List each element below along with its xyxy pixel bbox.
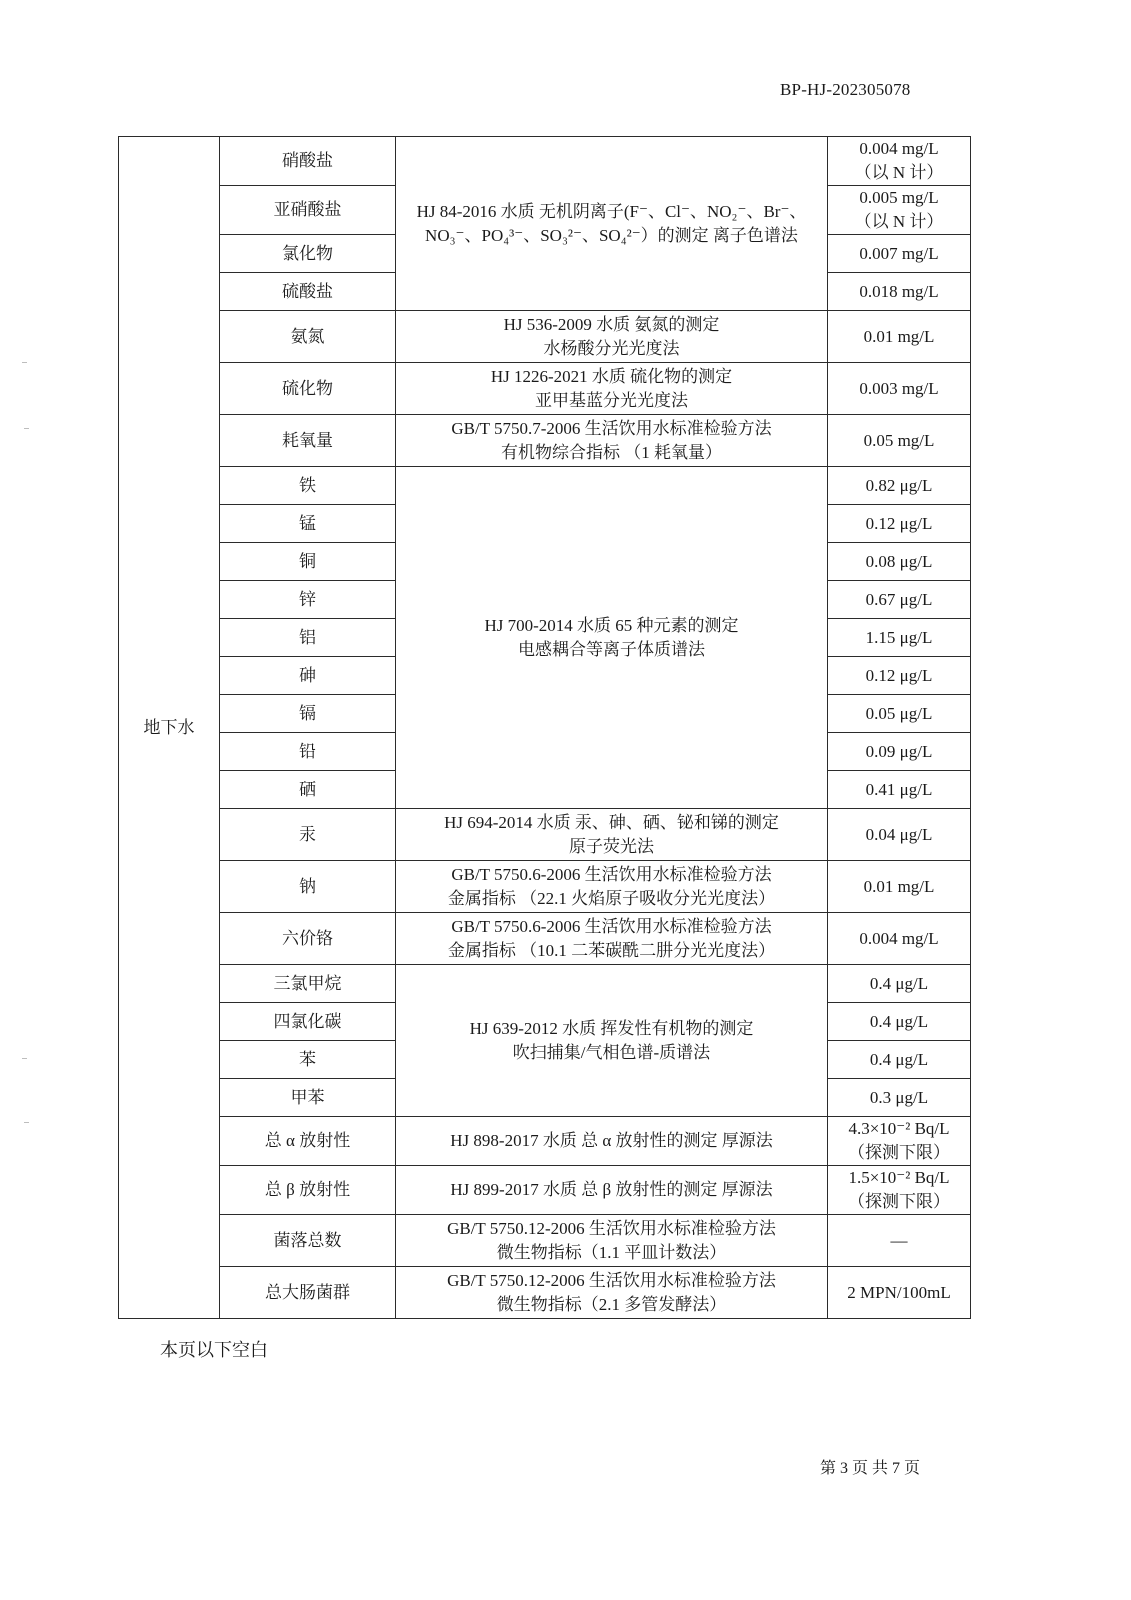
table-row bbox=[119, 1166, 971, 1215]
method-line: NO₃⁻、PO₄³⁻、SO₃²⁻、SO₄²⁻）的测定 离子色谱法 bbox=[425, 225, 798, 245]
method-line: 水杨酸分光光度法 bbox=[543, 338, 680, 358]
limit-cell: 0.05 μg/L bbox=[828, 695, 971, 733]
item-cell: 甲苯 bbox=[220, 1079, 396, 1117]
method-cell bbox=[396, 363, 828, 415]
item-cell: 六价铬 bbox=[220, 913, 396, 965]
method-line: HJ 1226-2021 水质 硫化物的测定 bbox=[490, 366, 733, 386]
method-cell bbox=[396, 1215, 828, 1267]
item-cell: 锰 bbox=[220, 505, 396, 543]
method-cell bbox=[396, 415, 828, 467]
item-cell: 四氯化碳 bbox=[220, 1003, 396, 1041]
limit-cell: 0.007 mg/L bbox=[828, 235, 971, 273]
limit-cell: 0.12 μg/L bbox=[828, 657, 971, 695]
item-cell: 锌 bbox=[220, 581, 396, 619]
item-cell: 硝酸盐 bbox=[220, 137, 396, 186]
method-line: GB/T 5750.7-2006 生活饮用水标准检验方法 bbox=[451, 418, 772, 438]
item-cell: 汞 bbox=[220, 809, 396, 861]
limit-cell: 2 MPN/100mL bbox=[828, 1267, 971, 1319]
method-line: HJ 700-2014 水质 65 种元素的测定 bbox=[484, 615, 739, 635]
method-line: GB/T 5750.6-2006 生活饮用水标准检验方法 bbox=[451, 916, 772, 936]
method-line: 金属指标 （22.1 火焰原子吸收分光光度法） bbox=[447, 888, 776, 908]
method-cell bbox=[396, 913, 828, 965]
method-cell bbox=[396, 311, 828, 363]
limit-cell: 0.3 μg/L bbox=[828, 1079, 971, 1117]
item-cell: 镉 bbox=[220, 695, 396, 733]
table-row bbox=[119, 467, 971, 505]
method-line: 电感耦合等离子体质谱法 bbox=[518, 639, 705, 659]
method-line: 微生物指标（2.1 多管发酵法） bbox=[496, 1294, 727, 1314]
limit-line: 0.004 mg/L bbox=[859, 139, 939, 158]
method-cell bbox=[396, 965, 828, 1117]
limit-cell: 0.09 μg/L bbox=[828, 733, 971, 771]
method-cell bbox=[396, 467, 828, 809]
method-cell bbox=[396, 861, 828, 913]
limit-line: （以 N 计） bbox=[854, 212, 944, 231]
limit-cell bbox=[828, 1117, 971, 1166]
report-number: BP-HJ-202305078 bbox=[780, 80, 911, 99]
table-row bbox=[119, 965, 971, 1003]
item-cell: 菌落总数 bbox=[220, 1215, 396, 1267]
table-row bbox=[119, 311, 971, 363]
limit-line: 1.5×10⁻² Bq/L bbox=[848, 1168, 950, 1187]
page-number: 第 3 页 共 7 页 bbox=[820, 1460, 921, 1477]
table-row bbox=[119, 861, 971, 913]
method-line: HJ 536-2009 水质 氨氮的测定 bbox=[503, 314, 720, 334]
method-line: 亚甲基蓝分光光度法 bbox=[535, 390, 688, 410]
table-row bbox=[119, 1267, 971, 1319]
item-cell: 三氯甲烷 bbox=[220, 965, 396, 1003]
method-line: GB/T 5750.12-2006 生活饮用水标准检验方法 bbox=[447, 1270, 776, 1290]
item-cell: 铁 bbox=[220, 467, 396, 505]
limit-line: 4.3×10⁻² Bq/L bbox=[848, 1119, 950, 1138]
limit-cell: 0.4 μg/L bbox=[828, 965, 971, 1003]
limit-cell: 0.01 mg/L bbox=[828, 311, 971, 363]
method-line: HJ 84-2016 水质 无机阴离子(F⁻、Cl⁻、NO₂⁻、Br⁻、 bbox=[416, 201, 807, 221]
table-row bbox=[119, 1117, 971, 1166]
item-cell: 总 β 放射性 bbox=[220, 1166, 396, 1215]
table-row bbox=[119, 363, 971, 415]
limit-cell bbox=[828, 1166, 971, 1215]
scan-mark bbox=[22, 1058, 27, 1059]
limit-cell: 0.018 mg/L bbox=[828, 273, 971, 311]
limit-cell: 0.41 μg/L bbox=[828, 771, 971, 809]
method-line: HJ 694-2014 水质 汞、砷、硒、铋和锑的测定 bbox=[444, 812, 779, 832]
table-row bbox=[119, 415, 971, 467]
method-line: GB/T 5750.12-2006 生活饮用水标准检验方法 bbox=[447, 1218, 776, 1238]
item-cell: 硫化物 bbox=[220, 363, 396, 415]
item-cell: 苯 bbox=[220, 1041, 396, 1079]
table-row bbox=[119, 809, 971, 861]
item-cell: 氨氮 bbox=[220, 311, 396, 363]
limit-cell: 0.01 mg/L bbox=[828, 861, 971, 913]
limit-line: （探测下限） bbox=[848, 1192, 950, 1211]
method-line: 原子荧光法 bbox=[569, 836, 654, 856]
limit-cell: 0.4 μg/L bbox=[828, 1003, 971, 1041]
item-cell: 铝 bbox=[220, 619, 396, 657]
limit-cell: 0.04 μg/L bbox=[828, 809, 971, 861]
limit-cell: — bbox=[828, 1215, 971, 1267]
item-cell: 耗氧量 bbox=[220, 415, 396, 467]
limit-cell: 1.15 μg/L bbox=[828, 619, 971, 657]
limit-cell: 0.004 mg/L bbox=[828, 913, 971, 965]
item-cell: 硒 bbox=[220, 771, 396, 809]
limit-line: （探测下限） bbox=[848, 1143, 950, 1162]
limit-cell: 0.4 μg/L bbox=[828, 1041, 971, 1079]
item-cell: 氯化物 bbox=[220, 235, 396, 273]
method-line: HJ 639-2012 水质 挥发性有机物的测定 bbox=[469, 1018, 754, 1038]
method-cell: HJ 899-2017 水质 总 β 放射性的测定 厚源法 bbox=[396, 1166, 828, 1215]
limit-cell: 0.003 mg/L bbox=[828, 363, 971, 415]
method-line: 吹扫捕集/气相色谱-质谱法 bbox=[512, 1042, 711, 1062]
blank-below-note: 本页以下空白 bbox=[160, 1340, 268, 1360]
item-cell: 总 α 放射性 bbox=[220, 1117, 396, 1166]
method-line: 金属指标 （10.1 二苯碳酰二肼分光光度法） bbox=[447, 940, 776, 960]
detection-methods-table bbox=[118, 136, 971, 1319]
limit-cell: 0.12 μg/L bbox=[828, 505, 971, 543]
item-cell: 硫酸盐 bbox=[220, 273, 396, 311]
method-line: 微生物指标（1.1 平皿计数法） bbox=[496, 1242, 727, 1262]
item-cell: 亚硝酸盐 bbox=[220, 186, 396, 235]
method-cell bbox=[396, 1267, 828, 1319]
scan-mark bbox=[24, 1122, 29, 1123]
limit-cell: 0.08 μg/L bbox=[828, 543, 971, 581]
scan-mark bbox=[24, 428, 29, 429]
method-line: GB/T 5750.6-2006 生活饮用水标准检验方法 bbox=[451, 864, 772, 884]
table-row bbox=[119, 913, 971, 965]
limit-cell: 0.05 mg/L bbox=[828, 415, 971, 467]
item-cell: 铅 bbox=[220, 733, 396, 771]
limit-cell: 0.67 μg/L bbox=[828, 581, 971, 619]
item-cell: 砷 bbox=[220, 657, 396, 695]
method-cell bbox=[396, 809, 828, 861]
limit-line: （以 N 计） bbox=[854, 163, 944, 182]
item-cell: 总大肠菌群 bbox=[220, 1267, 396, 1319]
scan-mark bbox=[22, 362, 27, 363]
method-cell bbox=[396, 137, 828, 311]
item-cell: 钠 bbox=[220, 861, 396, 913]
item-cell: 铜 bbox=[220, 543, 396, 581]
limit-cell bbox=[828, 186, 971, 235]
table-row bbox=[119, 1215, 971, 1267]
limit-line: 0.005 mg/L bbox=[859, 188, 939, 207]
medium-cell: 地下水 bbox=[119, 137, 220, 1319]
method-cell: HJ 898-2017 水质 总 α 放射性的测定 厚源法 bbox=[396, 1117, 828, 1166]
method-line: 有机物综合指标 （1 耗氧量） bbox=[501, 442, 722, 462]
table-row bbox=[119, 137, 971, 186]
limit-cell: 0.82 μg/L bbox=[828, 467, 971, 505]
limit-cell bbox=[828, 137, 971, 186]
